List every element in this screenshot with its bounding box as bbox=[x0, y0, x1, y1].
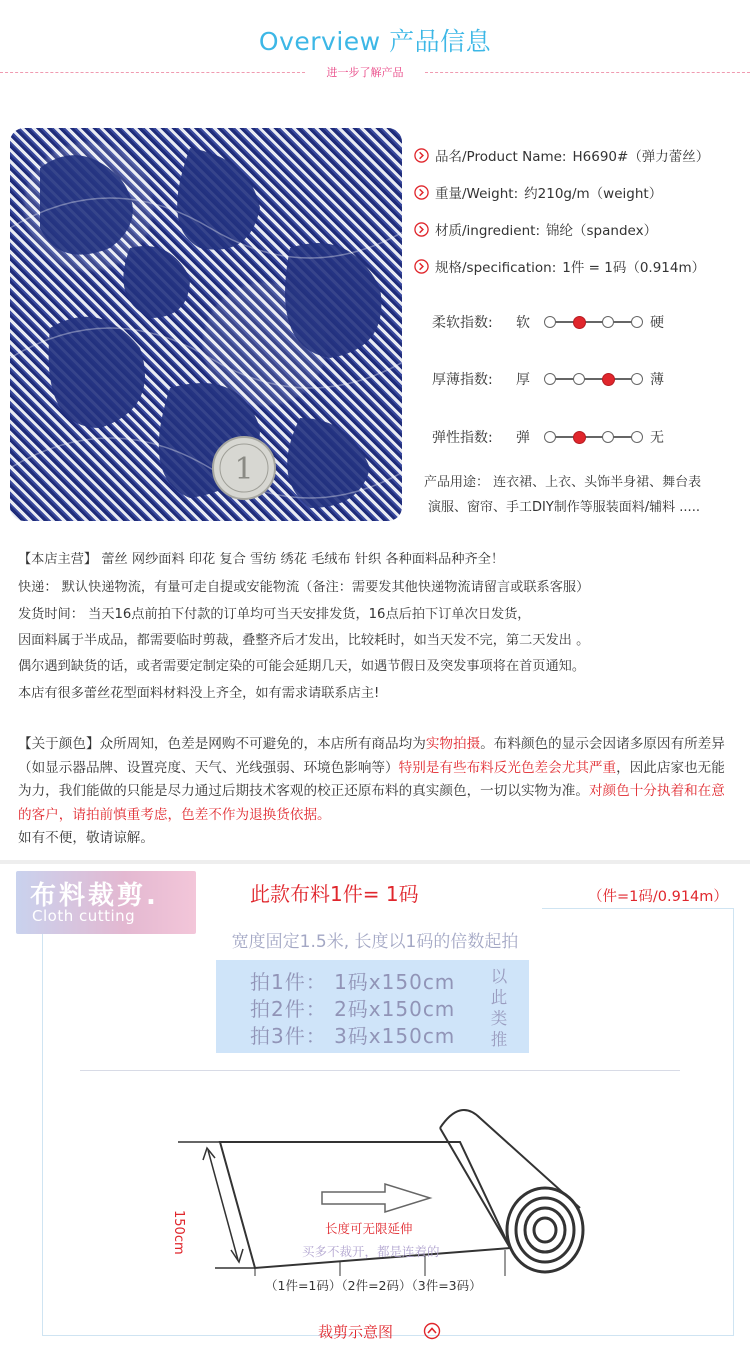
spec-specification bbox=[414, 255, 705, 277]
color-notice-highlight: 特别是有些布料反光色差会尤其严重 bbox=[398, 759, 617, 776]
spec-weight bbox=[414, 181, 662, 203]
index-dot bbox=[602, 431, 614, 443]
pieces-label: （1件=1码）（2件=2码）（3件=3码） bbox=[265, 1278, 482, 1293]
svg-text:1: 1 bbox=[234, 452, 254, 487]
color-notice-highlight: 对颜色十分执着和在意的客户，请拍前慎重考虑，色差不作为退换货依据。 bbox=[18, 783, 725, 823]
color-notice-text: 。布料颜色的显示会因诸多原因有所差异（如显示器品牌、设置亮度、天气、光线强弱、环境色影响等） bbox=[18, 736, 725, 776]
index-label: 厚薄指数: bbox=[432, 372, 493, 388]
store-contact-note: 本店有很多蕾丝花型面料材料没上齐全，如有需求请联系店主! bbox=[18, 686, 380, 701]
index-dot-active bbox=[573, 431, 586, 444]
index-dot bbox=[631, 373, 643, 385]
spec-value: 锦纶（spandex） bbox=[546, 223, 658, 239]
index-dot bbox=[544, 431, 556, 443]
spec-label: 重量/Weight: bbox=[435, 186, 519, 202]
thickness-index bbox=[432, 368, 678, 390]
cutting-row: 拍1件： 1码x150cm bbox=[250, 970, 456, 994]
index-dot bbox=[631, 431, 643, 443]
index-scale bbox=[544, 430, 644, 444]
color-notice-apology: 如有不便，敬请谅解。 bbox=[18, 830, 154, 846]
header-rule-left bbox=[0, 72, 305, 73]
cutting-headline: 此款布料1件= 1码 bbox=[250, 882, 419, 906]
index-dot bbox=[573, 373, 585, 385]
cutting-unit: （件=1码/0.914m） bbox=[588, 889, 728, 905]
store-shipping-time: 发货时间： 当天16点前拍下付款的订单均可当天安排发货，16点后拍下订单次日发货， bbox=[18, 607, 531, 622]
index-left-label: 厚 bbox=[516, 372, 530, 388]
header-rule-right bbox=[425, 72, 750, 73]
store-delay-note: 偶尔遇到缺货的话，或者需要定制定染的可能会延期几天，如遇节假日及突发事项将在首页通知。 bbox=[18, 659, 586, 674]
color-notice bbox=[18, 733, 734, 851]
cutting-subtitle: 宽度固定1.5米, 长度以1码的倍数起拍 bbox=[231, 932, 519, 952]
index-dot bbox=[602, 316, 614, 328]
usage-line: 产品用途： 连衣裙、上衣、头饰半身裙、舞台表 bbox=[424, 475, 702, 490]
coin-graphic bbox=[213, 437, 275, 499]
index-scale bbox=[544, 372, 644, 386]
spec-value: 约210g/m（weight） bbox=[524, 186, 663, 202]
index-dot-active bbox=[573, 316, 586, 329]
spec-label: 材质/ingredient: bbox=[435, 223, 541, 239]
color-notice-highlight: 实物拍摄 bbox=[425, 736, 481, 752]
chevron-circle-icon bbox=[414, 222, 429, 237]
usage-line: 演服、窗帘、手工DIY制作等服装面料/辅料 ..... bbox=[428, 500, 700, 515]
cutting-rule bbox=[80, 1070, 680, 1071]
spec-value: H6690#（弹力蕾丝） bbox=[572, 149, 710, 165]
cutting-row: 拍2件： 2码x150cm bbox=[250, 997, 456, 1021]
index-dot-active bbox=[602, 373, 615, 386]
spec-label: 规格/specification: bbox=[435, 260, 557, 276]
lace-pattern-graphic bbox=[10, 128, 402, 521]
spec-value: 1件 = 1码（0.914m） bbox=[562, 260, 706, 276]
index-label: 弹性指数: bbox=[432, 430, 493, 446]
cutting-row: 拍3件： 3码x150cm bbox=[250, 1024, 456, 1048]
overview-subtitle: 进一步了解产品 bbox=[326, 66, 404, 79]
chevron-circle-icon bbox=[414, 259, 429, 274]
index-label: 柔软指数: bbox=[432, 315, 493, 331]
spec-label: 品名/Product Name: bbox=[435, 149, 567, 165]
cutting-caption: 裁剪示意图 bbox=[318, 1323, 394, 1341]
index-left-label: 弹 bbox=[516, 430, 530, 446]
section-divider bbox=[0, 860, 750, 864]
chevron-up-circle-icon bbox=[423, 1322, 441, 1340]
index-right-label: 无 bbox=[650, 430, 664, 446]
color-notice-text: 【关于颜色】众所周知，色差是网购不可避免的，本店所有商品均为 bbox=[18, 736, 426, 752]
width-label: 150cm bbox=[171, 1210, 186, 1255]
store-express: 快递： 默认快递物流，有量可走自提或安能物流（备注：需要发其他快递物流请留言或联系客服） bbox=[18, 580, 590, 595]
index-left-label: 软 bbox=[516, 315, 530, 331]
store-main-business: 【本店主营】 蕾丝 网纱面料 印花 复合 雪纺 绣花 毛绒布 针织 各种面料品种齐全！ bbox=[18, 552, 505, 567]
index-dot bbox=[544, 373, 556, 385]
lace-fabric-photo bbox=[10, 128, 402, 521]
elasticity-index bbox=[432, 426, 678, 448]
store-cutting-note: 因面料属于半成品，都需要临时剪裁，叠整齐后才发出，比较耗时，如当天发不完，第二天发出 。 bbox=[18, 633, 590, 648]
chevron-circle-icon bbox=[414, 185, 429, 200]
product-usage bbox=[424, 470, 724, 520]
spec-ingredient bbox=[414, 218, 657, 240]
cutting-title: 布料裁剪. bbox=[30, 881, 159, 911]
connected-label: 买多不裁开，都是连着的 bbox=[302, 1244, 440, 1259]
index-scale bbox=[544, 315, 644, 329]
cutting-title-en: Cloth cutting bbox=[32, 907, 136, 925]
index-right-label: 硬 bbox=[650, 315, 664, 331]
spec-product-name bbox=[414, 144, 709, 166]
index-right-label: 薄 bbox=[650, 372, 664, 388]
cutting-and-so-on: 以此类推 bbox=[490, 967, 508, 1049]
color-notice-text: ，因此店家也无能为力，我们能做的只能是尽力通过后期技术客观的校正还原布料的真实颜色，一切以实物为准。 bbox=[18, 759, 725, 799]
cutting-frame-top bbox=[542, 908, 734, 909]
index-dot bbox=[544, 316, 556, 328]
chevron-circle-icon bbox=[414, 148, 429, 163]
softness-index bbox=[432, 311, 678, 333]
length-extend-label: 长度可无限延伸 bbox=[325, 1221, 413, 1236]
index-dot bbox=[631, 316, 643, 328]
overview-title: Overview 产品信息 bbox=[258, 27, 492, 56]
